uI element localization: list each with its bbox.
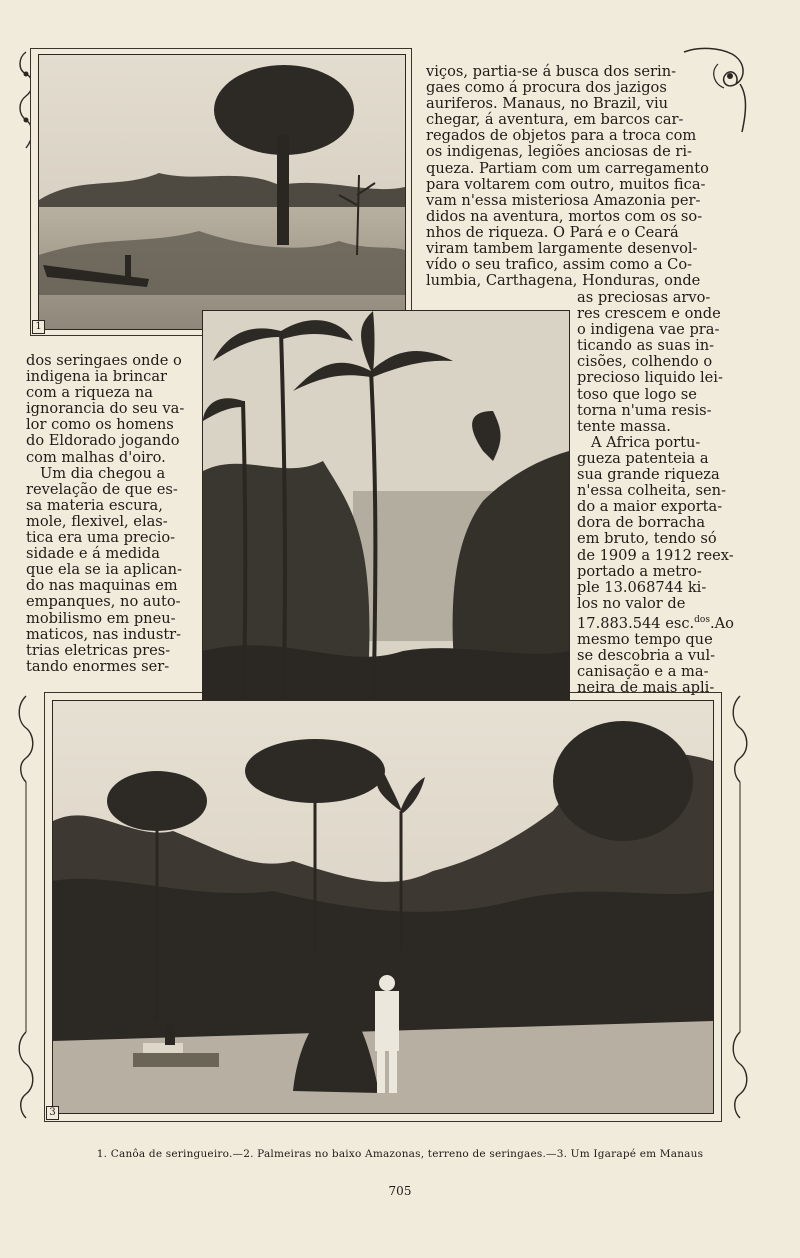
text-line: com malhas d'oiro. — [26, 448, 166, 466]
text-line: gueza patenteia a — [577, 449, 709, 467]
text-line: queza. Partiam com um carregamento — [426, 159, 709, 177]
text-line: Um dia chegou a — [40, 464, 166, 482]
text-line: nhos de riqueza. O Pará e o Ceará — [426, 223, 679, 241]
amount-value: 17.883.544 esc. — [577, 614, 695, 632]
text-line: do a maior exporta- — [577, 498, 723, 516]
text-line: empanques, no auto- — [26, 593, 181, 611]
text-line: do Eldorado jogando — [26, 432, 180, 450]
text-line: ple 13.068744 ki- — [577, 578, 707, 596]
text-line: do nas maquinas em — [26, 577, 178, 595]
amount-tail: .Ao — [709, 614, 734, 632]
text-line: A Africa portu- — [591, 433, 701, 451]
text-line: tica era uma precio- — [26, 529, 176, 547]
text-line: ticando as suas in- — [577, 337, 715, 355]
text-left — [26, 353, 192, 675]
text-line: indigena ia brincar — [26, 368, 168, 386]
photo-canoe — [38, 54, 406, 330]
text-line: maticos, nas industr- — [26, 625, 182, 643]
text-line: os indigenas, legiões anciosas de ri- — [426, 143, 692, 161]
text-line: viços, partia-se á busca dos serin- — [426, 63, 677, 80]
text-line — [577, 612, 737, 632]
text-line: torna n'uma resis- — [577, 401, 712, 419]
text-line: los no valor de — [577, 594, 686, 612]
text-line: ignorancia do seu va- — [26, 400, 185, 418]
text-line: regados de objetos para a troca com — [426, 127, 697, 145]
text-line: portado a metro- — [577, 562, 702, 580]
text-line: toso que logo se — [577, 385, 697, 403]
text-line: res crescem e onde — [577, 305, 721, 323]
ornament-right-scroll-icon — [728, 692, 752, 1122]
text-line: vído o seu trafico, assim como a Co- — [426, 256, 693, 274]
text-line: sua grande riqueza — [577, 466, 720, 484]
text-line: para voltarem com outro, muitos fica- — [426, 175, 706, 193]
text-line: chegar, á aventura, em barcos car- — [426, 111, 684, 129]
text-line: se descobria a vul- — [577, 646, 716, 664]
text-line: precioso liquido lei- — [577, 369, 723, 387]
ornament-left-scroll-icon — [14, 692, 38, 1122]
text-line: trias eletricas pres- — [26, 641, 171, 659]
text-line: sidade e á medida — [26, 545, 160, 563]
text-line: tando enormes ser- — [26, 657, 170, 675]
text-line: cisões, colhendo o — [577, 353, 713, 371]
figure-number-1: 1 — [32, 320, 45, 334]
text-line: vam n'essa misteriosa Amazonia per- — [426, 191, 701, 209]
text-line: neira de mais apli- — [577, 679, 715, 697]
figure-number-3: 3 — [46, 1106, 59, 1120]
text-line: mobilismo em pneu- — [26, 609, 176, 627]
text-line: em bruto, tendo só — [577, 530, 717, 548]
figure-caption: 1. Canôa de seringueiro.—2. Palmeiras no baixo Amazonas, terreno de seringaes.—3. Um Igarapé em Manaus — [96, 1148, 704, 1160]
text-line: lor como os homens — [26, 416, 174, 434]
text-line: que ela se ia aplican- — [26, 561, 183, 579]
text-line: de 1909 a 1912 reex- — [577, 546, 734, 564]
text-line: com a riqueza na — [26, 384, 153, 402]
text-line: as preciosas arvo- — [577, 289, 711, 306]
text-line: o indigena vae pra- — [577, 321, 720, 339]
text-line: mole, flexivel, elas- — [26, 512, 168, 530]
text-line: didos na aventura, mortos com os so- — [426, 207, 703, 225]
text-line: viram tambem largamente desenvol- — [426, 240, 698, 258]
text-line: lumbia, Carthagena, Honduras, onde — [426, 272, 701, 290]
text-line: canisação e a ma- — [577, 663, 709, 681]
page-number: 705 — [388, 1184, 412, 1198]
text-line: sa materia escura, — [26, 496, 163, 514]
text-line: mesmo tempo que — [577, 630, 713, 648]
text-line: n'essa colheita, sen- — [577, 482, 726, 500]
photo-palms — [202, 310, 570, 742]
text-line: gaes como á procura dos jazigos — [426, 79, 667, 97]
amount-superscript: dos — [694, 614, 710, 625]
text-line: tente massa. — [577, 417, 671, 435]
text-line: dos seringaes onde o — [26, 352, 182, 369]
photo-igarape — [52, 700, 714, 1114]
text-line: auriferos. Manaus, no Brazil, viu — [426, 95, 669, 113]
text-line: dora de borracha — [577, 514, 706, 532]
text-right-top — [426, 64, 736, 289]
text-right-narrow — [577, 290, 737, 696]
text-line: revelação de que es- — [26, 480, 178, 498]
